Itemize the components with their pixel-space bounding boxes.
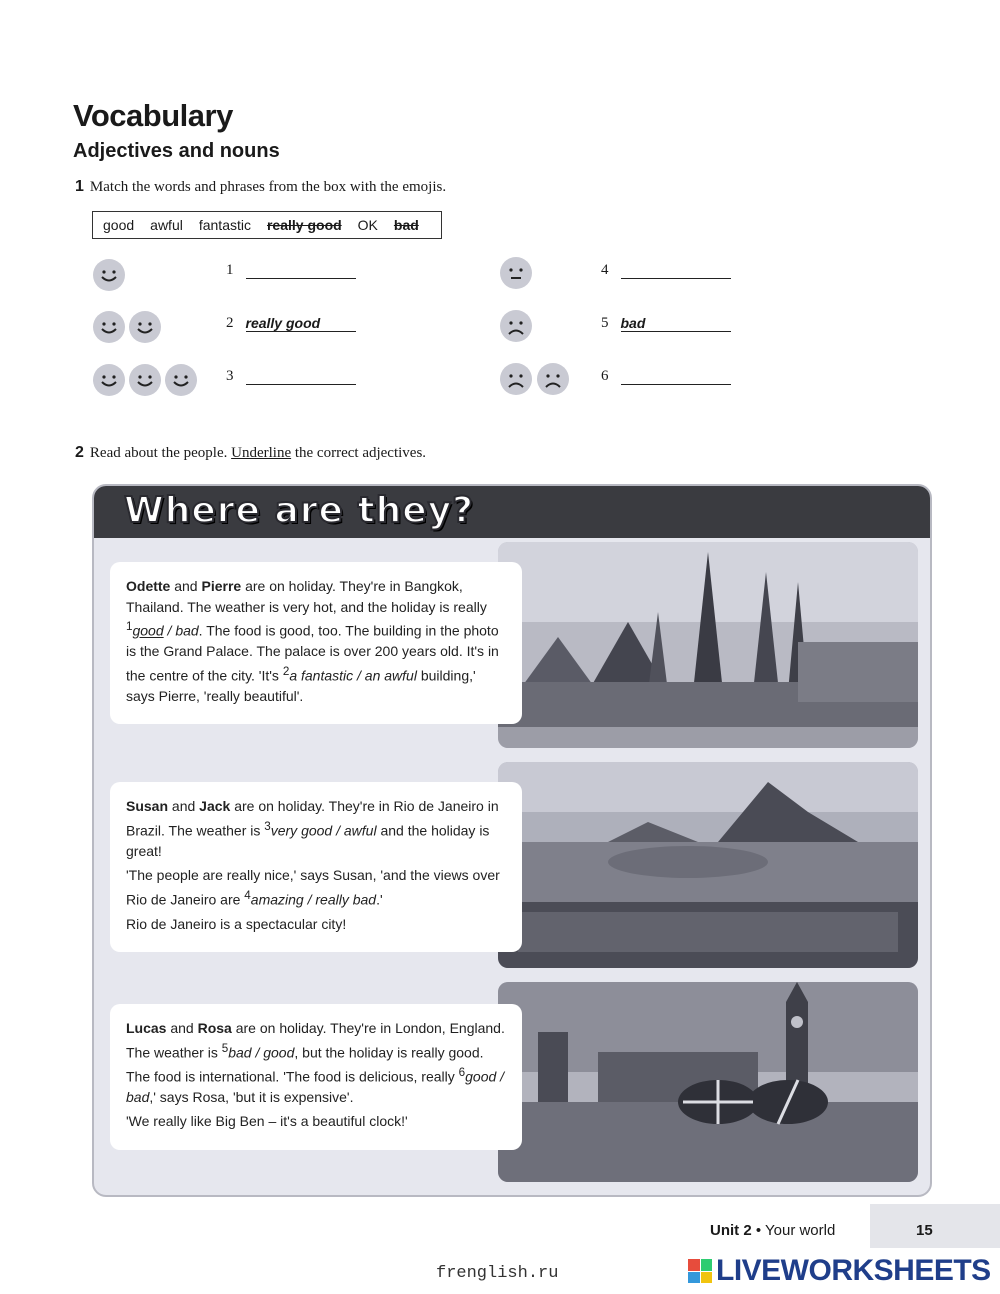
question-3: 3 — [226, 368, 356, 385]
exercise-2-instruction: 2 Read about the people. Underline the correct adjectives. — [75, 444, 427, 461]
exercise-1-instruction: 1 Match the words and phrases from the box with the emojis. — [75, 178, 447, 195]
story-london: Lucas and Rosa are on holiday. They're in London, England. The weather is $^5$bad / good, but the holiday is really good. The food is international. 'The food is delicious, really $^6$good / bad,' says Rosa, 'but it is expensive'. 'We really like Big Ben – it's a beautiful clock!' — [110, 1004, 522, 1150]
footer-bar — [870, 1204, 1000, 1248]
smile-emoji-icon — [129, 311, 161, 343]
option-bad[interactable]: bad — [175, 622, 199, 639]
option-choice-5[interactable]: bad / good — [228, 1044, 295, 1061]
question-5: 5 bad — [601, 315, 731, 332]
liveworksheets-icon — [688, 1259, 712, 1283]
reading-panel — [92, 484, 932, 1197]
page-title: Vocabulary — [73, 98, 233, 133]
story-rio: Susan and Jack are on holiday. They're in Rio de Janeiro in Brazil. The weather is $^3$very good / awful and the holiday is great! 'The people are really nice,' says Susan, 'and the views over Rio de Janeiro are $^4$amazing / really bad.' Rio de Janeiro is a spectacular city! — [110, 782, 522, 952]
smile-emoji-icon — [165, 364, 197, 396]
option-choice-2[interactable]: a fantastic / an awful — [289, 667, 417, 684]
option-good[interactable]: good — [132, 622, 164, 639]
liveworksheets-logo: LIVEWORKSHEETS — [688, 1254, 991, 1288]
answer-field-4[interactable] — [621, 262, 731, 279]
exercise-number: 2 — [75, 444, 84, 461]
answer-field-6[interactable] — [621, 368, 731, 385]
question-1: 1 — [226, 262, 356, 279]
word-good: good — [103, 217, 135, 233]
smile-emoji-icon — [93, 364, 125, 396]
answer-field-2[interactable]: really good — [246, 315, 356, 332]
panel-header — [94, 486, 930, 538]
source-watermark: frenglish.ru — [436, 1264, 559, 1283]
page-number: 15 — [916, 1222, 933, 1239]
option-choice-6[interactable]: good / bad — [126, 1068, 505, 1105]
panel-title: Where are they? — [124, 490, 475, 531]
question-2: 2 really good — [226, 315, 356, 332]
answer-field-3[interactable] — [246, 368, 356, 385]
question-6: 6 — [601, 368, 731, 385]
word-bad: bad — [393, 217, 419, 233]
smile-emoji-icon — [93, 259, 125, 291]
sad-emoji-icon — [500, 363, 532, 395]
word-awful: awful — [150, 217, 183, 233]
bangkok-palace-photo — [498, 542, 918, 748]
sad-emoji-icon — [500, 310, 532, 342]
neutral-emoji-icon — [500, 257, 532, 289]
option-choice-3[interactable]: very good / awful — [270, 822, 377, 839]
story-bangkok: Odette and Pierre are on holiday. They're in Bangkok, Thailand. The weather is very hot, and the holiday is really $^1$good / bad. The food is good, too. The building in the photo is the Grand Palace. The palace is over 200 years old. It's in the centre of the city. 'It's $^2$a fantastic / an awful building,' says Pierre, 'really beautiful'. — [110, 562, 522, 724]
word-box — [92, 211, 442, 239]
rio-de-janeiro-photo — [498, 762, 918, 968]
word-really-good: really good — [266, 217, 342, 233]
sad-emoji-icon — [537, 363, 569, 395]
answer-field-1[interactable] — [246, 262, 356, 279]
option-choice-4[interactable]: amazing / really bad — [250, 891, 377, 908]
smile-emoji-icon — [129, 364, 161, 396]
word-fantastic: fantastic — [198, 217, 251, 233]
answer-field-5[interactable]: bad — [621, 315, 731, 332]
exercise-number: 1 — [75, 178, 84, 195]
london-big-ben-photo — [498, 982, 918, 1182]
footer-unit: Unit 2 • Your world — [710, 1222, 836, 1239]
word-ok: OK — [357, 217, 378, 233]
question-4: 4 — [601, 262, 731, 279]
smile-emoji-icon — [93, 311, 125, 343]
section-subtitle: Adjectives and nouns — [73, 140, 280, 162]
